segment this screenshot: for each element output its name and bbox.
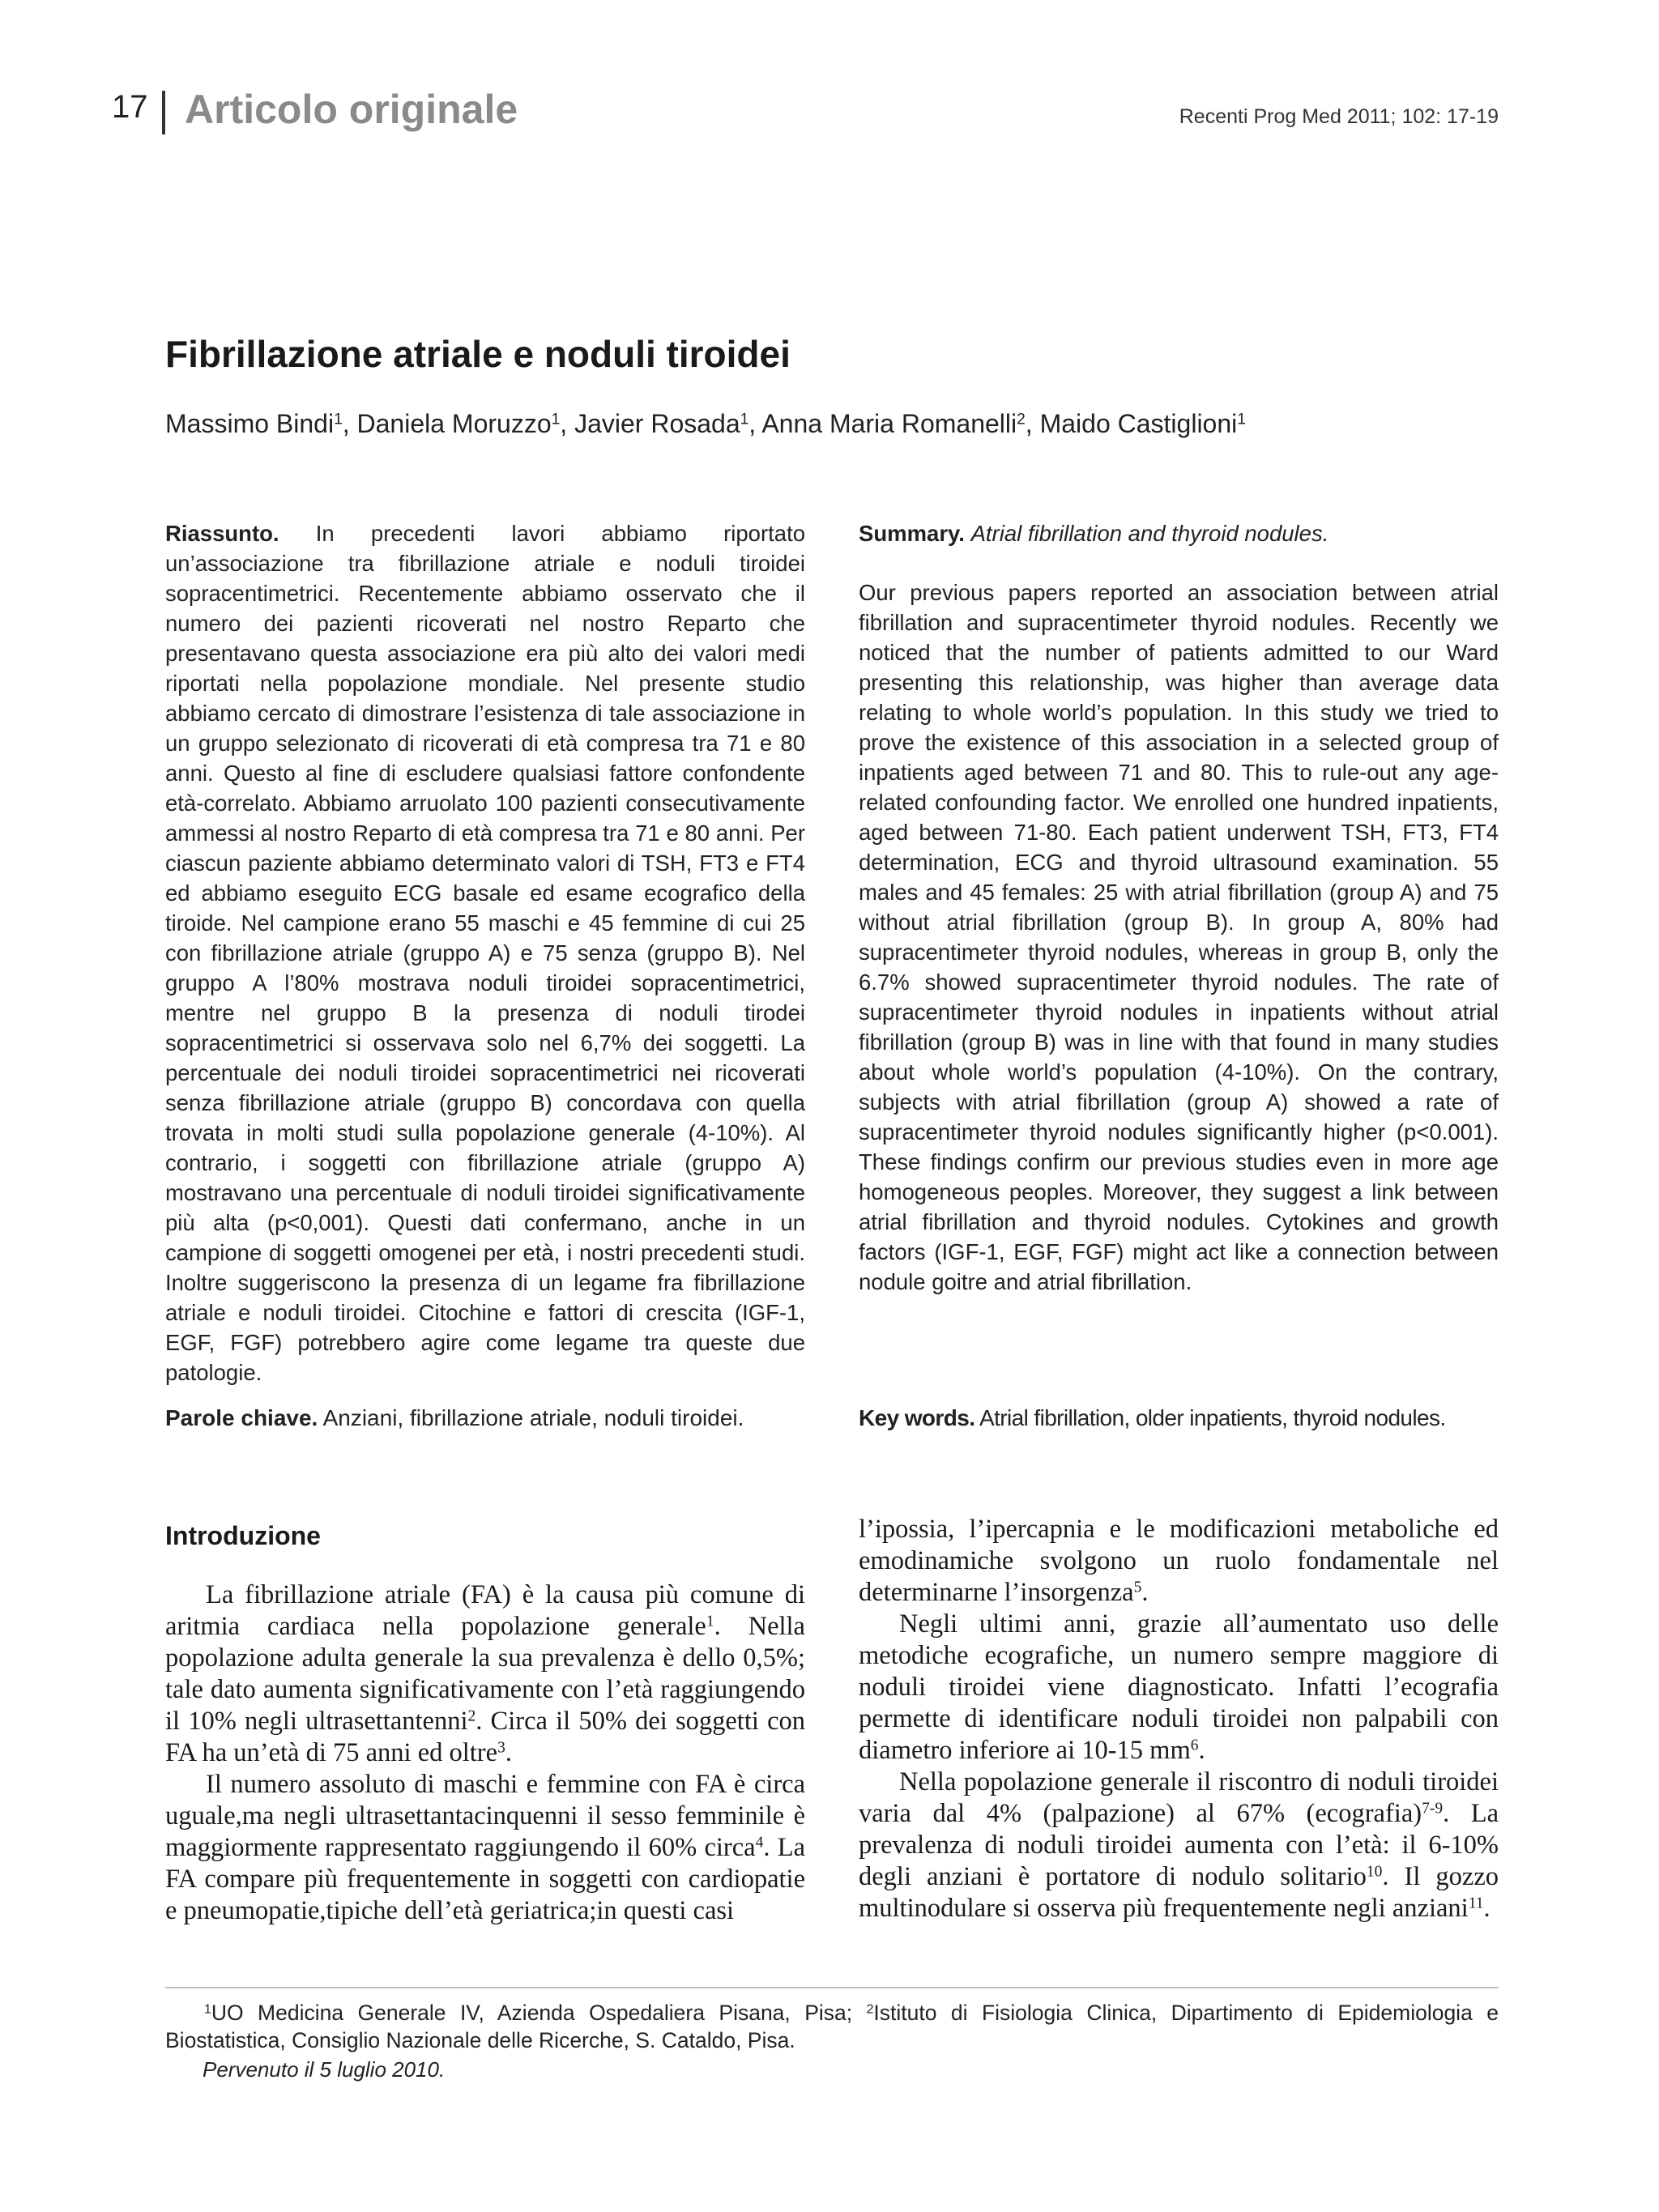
abstract-italian — [165, 518, 805, 1387]
citation-ref: 3 — [497, 1739, 505, 1757]
body-paragraph: Nella popolazione generale il riscontro di noduli tiroidei varia dal 4% (palpazione) al 67% (ecografia)$^{7-9}$. La prevalenza di noduli tiroidei aumenta con l’età: il 6-10% degli anziani è portatore di nodulo solitario$^{10}$. Il gozzo multinodulare si osserva più frequentemente negli anziani$^{11}$. — [859, 1767, 1499, 1923]
author-affiliation-mark: 1 — [740, 411, 749, 428]
abstract-lead: Riassunto. — [165, 521, 279, 546]
body-column-left — [165, 1579, 805, 1927]
abstract-text: Our previous papers reported an association between atrial fibrillation and supracentimeter thyroid nodules. Recently we noticed that the number of patients admitted to our Ward presenting this relationship, was higher than average data relating to whole world’s population. In this study we tried to prove the existence of this association in a selected group of inpatients aged between 71 and 80. This to rule-out any age-related confounding factor. We enrolled one hundred inpatients, aged between 71-80. Each patient underwent TSH, FT3, FT4 determination, ECG and thyroid ultrasound examination. 55 males and 45 females: 25 with atrial fibrillation (group A) and 75 without atrial fibrillation (group B). In group A, 80% had supracentimeter thyroid nodules, whereas in group B, only the 6.7% showed supracentimeter thyroid nodules. The rate of supracentimeter thyroid nodules in inpatients without atrial fibrillation (group B) was in line with that found in many studies about whole world’s population (4-10%). On the contrary, subjects with atrial fibrillation (group A) showed a rate of supracentimeter thyroid nodules significantly higher (p<0.001). These findings confirm our previous studies even in more age homogeneous peoples. Moreover, they suggest a link between atrial fibrillation and thyroid nodules. Cytokines and growth factors (IGF-1, EGF, FGF) might act like a connection between nodule goitre and atrial fibrillation. — [859, 580, 1499, 1294]
author-affiliation-mark: 2 — [1017, 411, 1026, 428]
keywords-italian — [165, 1405, 805, 1431]
keywords-lead: Parole chiave. — [165, 1405, 318, 1430]
body-paragraph: La fibrillazione atriale (FA) è la causa più comune di aritmia cardiaca nella popolazione generale$^1$. Nella popolazione adulta generale la sua prevalenza è dello 0,5%; tale dato aumenta significativamente con l’età raggiungendo il 10% negli ultrasettantenni$^2$. Circa il 50% dei soggetti con FA ha un’età di 75 anni ed oltre$^3$. — [165, 1580, 805, 1767]
author-affiliation-mark: 1 — [551, 411, 561, 428]
received-date: Pervenuto il 5 luglio 2010. — [203, 2057, 446, 2082]
affiliation-mark: 2 — [866, 2002, 874, 2017]
citation-ref: 2 — [467, 1707, 476, 1725]
author-name: Maido Castiglioni — [1039, 409, 1238, 438]
page-number: 17 — [112, 89, 148, 125]
affiliation-mark: 1 — [204, 2002, 211, 2017]
affiliations — [165, 1999, 1499, 2054]
footer-divider — [165, 1987, 1499, 1988]
journal-citation: Recenti Prog Med 2011; 102: 17-19 — [1179, 105, 1499, 128]
author-name: Anna Maria Romanelli — [761, 409, 1017, 438]
affiliation-text: Istituto di Fisiologia Clinica, Dipartimento di Epidemiologia e Biostatistica, Consiglio Nazionale delle Ricerche, S. Cataldo, Pisa. — [165, 2001, 1499, 2052]
affiliation-text: UO Medicina Generale IV, Azienda Ospedaliera Pisana, Pisa; — [211, 2001, 853, 2025]
section-label: Articolo originale — [185, 87, 518, 132]
abstract-lead: Summary. — [859, 521, 965, 546]
author-affiliation-mark: 1 — [1237, 411, 1246, 428]
author-list: Massimo Bindi$^1$, Daniela Moruzzo$^1$, Javier Rosada$^1$, Anna Maria Romanelli$^2$, Maido Castiglioni$^1$ — [165, 409, 1246, 438]
citation-ref: 4 — [755, 1834, 764, 1852]
section-heading: Introduzione — [165, 1521, 321, 1550]
body-column-right — [859, 1514, 1499, 1924]
header-divider — [162, 91, 165, 134]
body-paragraph: Il numero assoluto di maschi e femmine con FA è circa uguale,ma negli ultrasettantacinquenni il sesso femminile è maggiormente rappresentato raggiungendo il 60% circa$^4$. La FA compare più frequentemente in soggetti con cardiopatie e pneumopatie,tipiche dell’età geriatrica;in questi casi — [165, 1770, 805, 1925]
article-title: Fibrillazione atriale e noduli tiroidei — [165, 333, 791, 375]
keywords-lead: Key words. — [859, 1405, 975, 1430]
author-name: Massimo Bindi — [165, 409, 335, 438]
citation-ref: 1 — [706, 1613, 714, 1630]
abstract-subtitle: Atrial fibrillation and thyroid nodules. — [970, 521, 1329, 546]
citation-ref: 7-9 — [1422, 1800, 1444, 1818]
citation-ref: 11 — [1468, 1894, 1484, 1912]
body-paragraph: l’ipossia, l’ipercapnia e le modificazioni metaboliche ed emodinamiche svolgono un ruolo fondamentale nel determinarne l’insorgenza$^5$. — [859, 1515, 1499, 1607]
keywords-text: Anziani, fibrillazione atriale, noduli tiroidei. — [322, 1405, 744, 1430]
citation-ref: 10 — [1366, 1863, 1383, 1881]
author-name: Daniela Moruzzo — [356, 409, 552, 438]
keywords-english — [859, 1405, 1499, 1431]
author-name: Javier Rosada — [574, 409, 740, 438]
body-paragraph: Negli ultimi anni, grazie all’aumentato uso delle metodiche ecografiche, un numero sempre maggiore di noduli tiroidei viene diagnosticato. Infatti l’ecografia permette di identificare noduli tiroidei non palpabili con diametro inferiore ai 10-15 $mm^6$. — [859, 1609, 1499, 1765]
keywords-text: Atrial fibrillation, older inpatients, thyroid nodules. — [979, 1405, 1446, 1430]
abstract-english — [859, 518, 1499, 1297]
author-affiliation-mark: 1 — [334, 411, 343, 428]
abstract-text: In precedenti lavori abbiamo riportato un’associazione tra fibrillazione atriale e noduli tiroidei sopracentimetrici. Recentemente abbiamo osservato che il numero dei pazienti ricoverati nel nostro Reparto che presentavano questa associazione era più alto dei valori medi riportati nella popolazione mondiale. Nel presente studio abbiamo cercato di dimostrare l’esistenza di tale associazione in un gruppo selezionato di ricoverati di età compresa tra 71 e 80 anni. Questo al fine di escludere qualsiasi fattore confondente età-correlato. Abbiamo arruolato 100 pazienti consecutivamente ammessi al nostro Reparto di età compresa tra 71 e 80 anni. Per ciascun paziente abbiamo determinato valori di TSH, FT3 e FT4 ed abbiamo eseguito ECG basale ed esame ecografico della tiroide. Nel campione erano 55 maschi e 45 femmine di cui 25 con fibrillazione atriale (gruppo A) e 75 senza (gruppo B). Nel gruppo A l’80% mostrava noduli tiroidei sopracentimetrici, mentre nel gruppo B la presenza di noduli tirodei sopracentimetrici si osservava solo nel 6,7% dei soggetti. La percentuale dei noduli tiroidei sopracentimetrici nei ricoverati senza fibrillazione atriale (gruppo B) concordava con quella trovata in molti studi sulla popolazione generale (4-10%). Al contrario, i soggetti con fibrillazione atriale (gruppo A) mostravano una percentuale di noduli tiroidei significativamente più alta (p<0,001). Questi dati confermano, anche in un campione di soggetti omogenei per età, i nostri precedenti studi. Inoltre suggeriscono la presenza di un legame fra fibrillazione atriale e noduli tiroidei. Citochine e fattori di crescita (IGF-1, EGF, FGF) potrebbero agire come legame tra queste due patologie. — [165, 521, 805, 1385]
citation-ref: 5 — [1133, 1579, 1142, 1596]
citation-ref: 6 — [1190, 1737, 1199, 1754]
